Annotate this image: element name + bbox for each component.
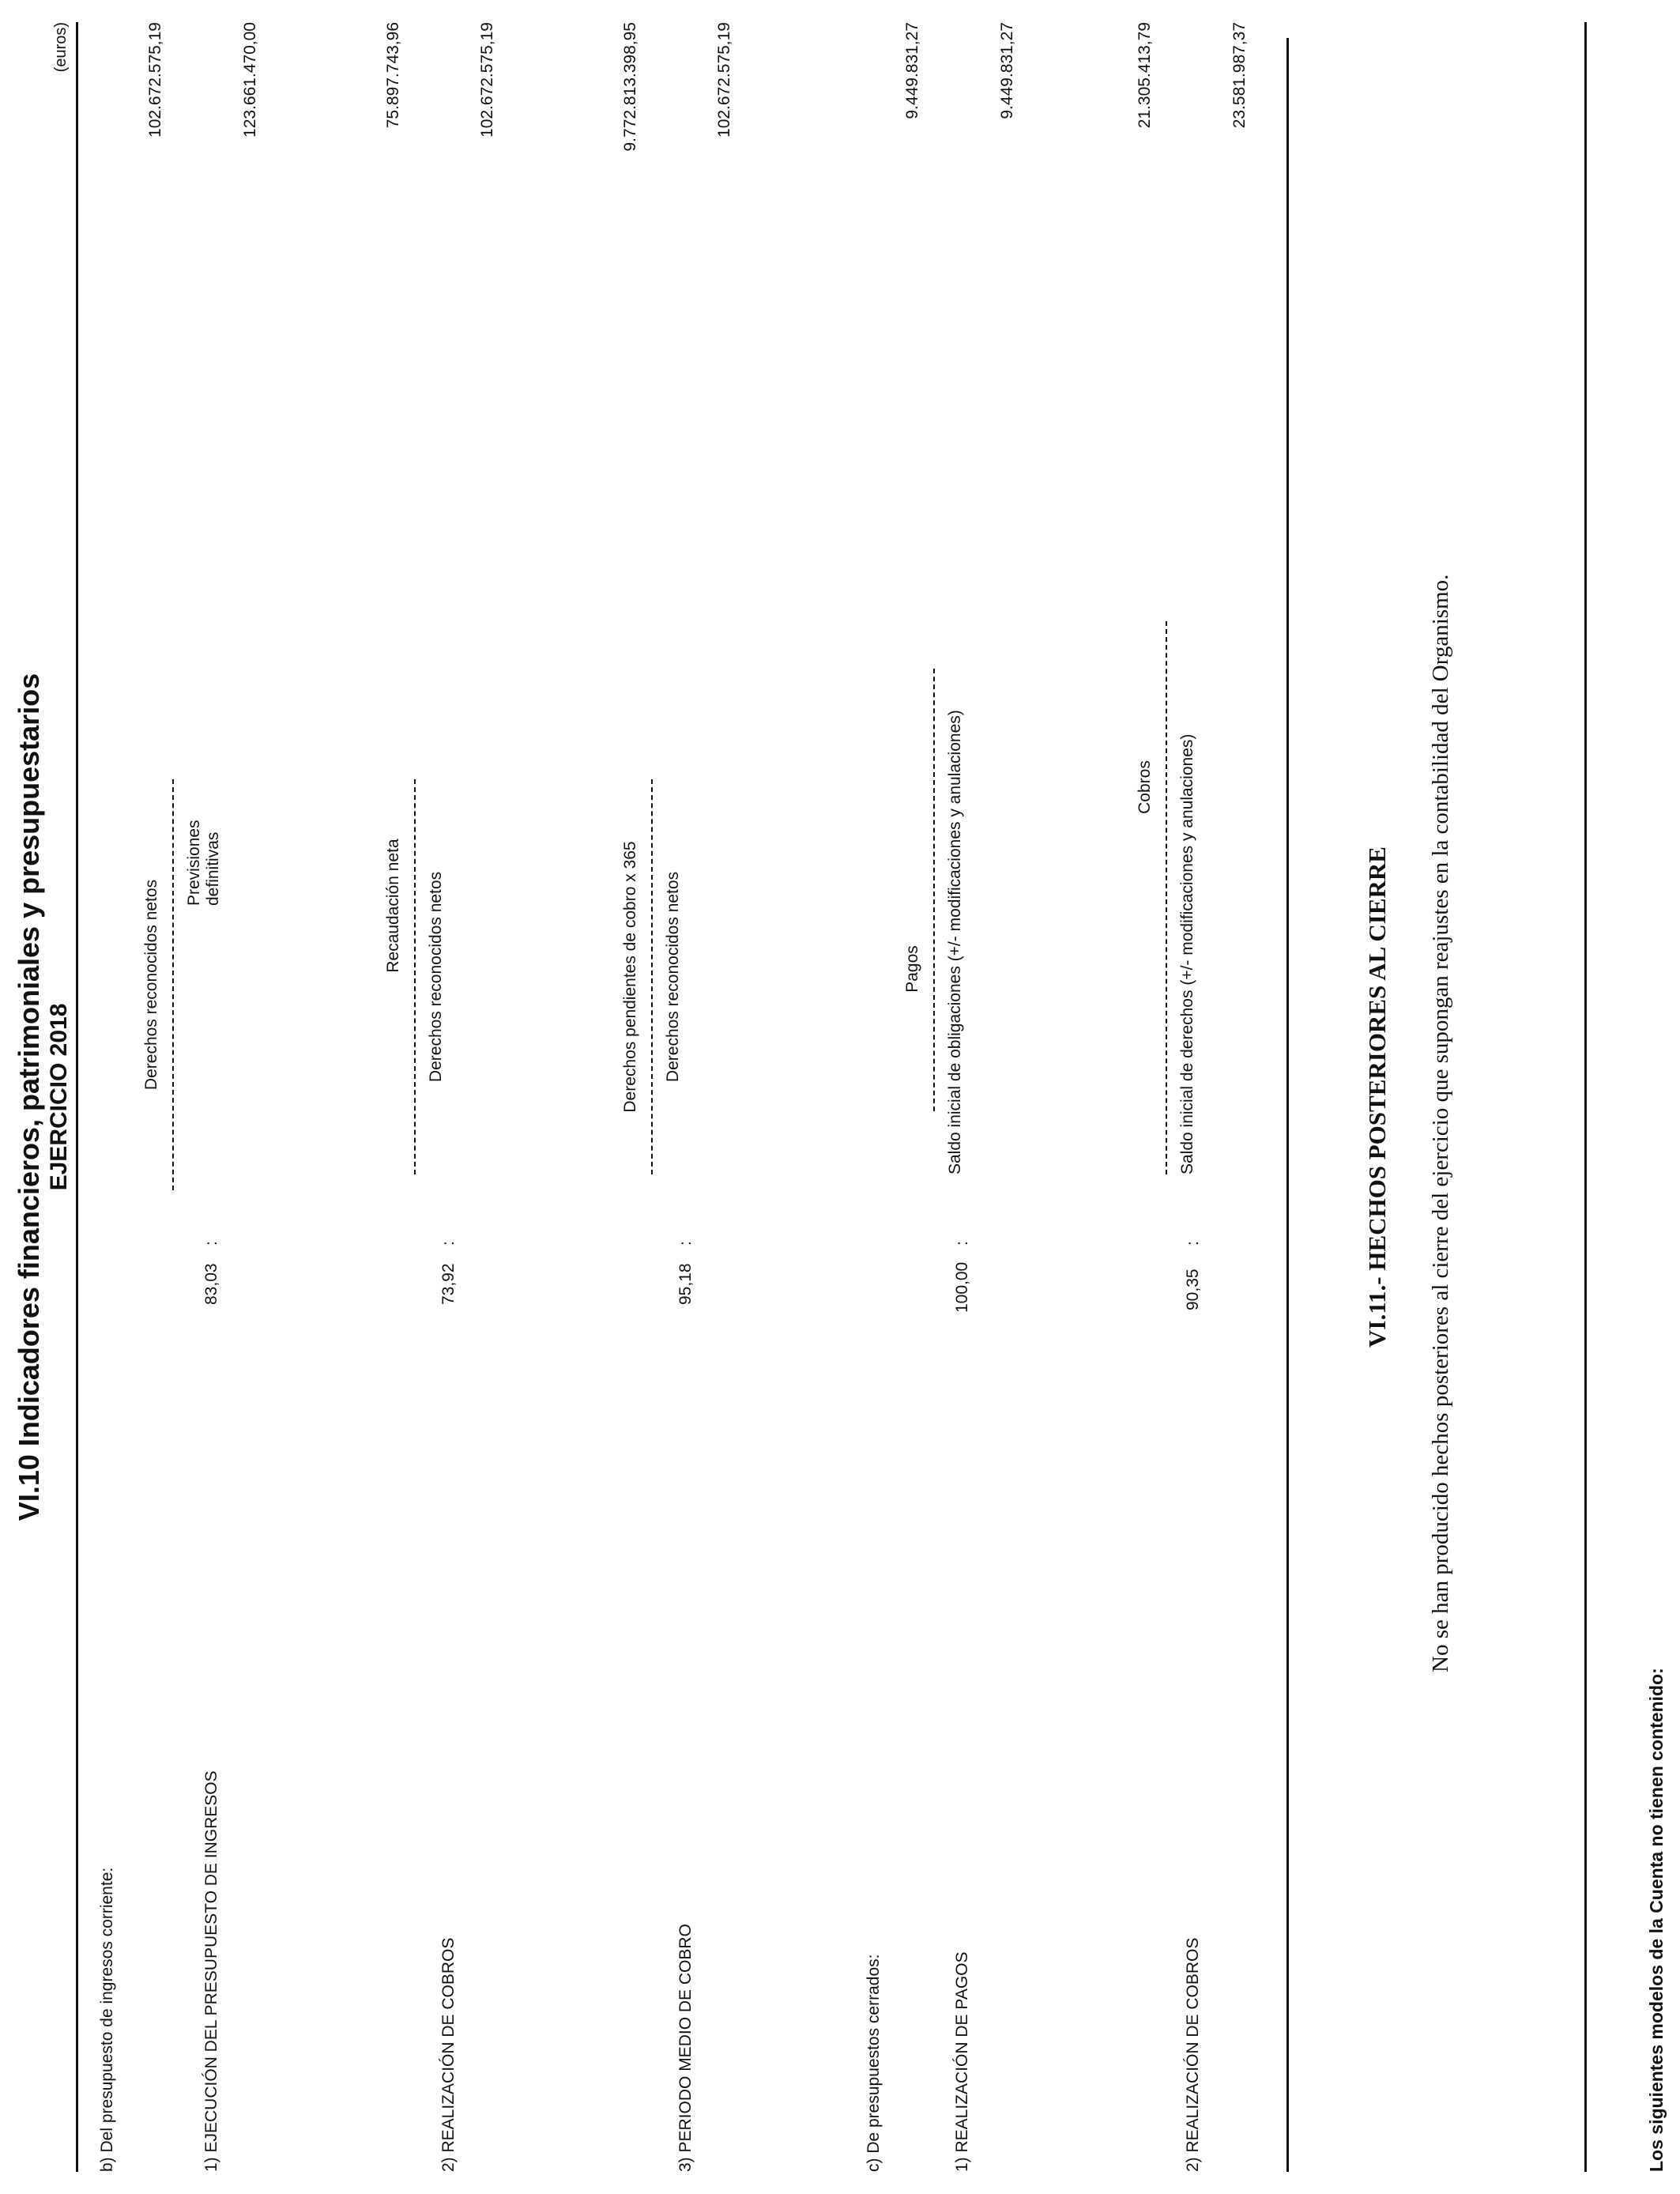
section-vi11-paragraph: No se han producido hechos posteriores al cierre del ejercicio que supongan reajustes en la contabilidad del Organismo. [1428,574,1453,1672]
denominator-value: 23.581.987,37 [1230,22,1249,129]
indicator-colon: : [676,1241,695,1246]
indicator-percent: 100,00 [953,1261,971,1313]
numerator-label: Derechos reconocidos netos [142,879,160,1091]
denominator-label: Previsiones definitivas [185,820,222,906]
section-rule [1286,38,1289,2172]
section-c-heading: c) De presupuestos cerrados: [864,1954,883,2172]
indicator-label: 1) EJECUCIÓN DEL PRESUPUESTO DE INGRESOS [202,1770,220,2172]
numerator-value: 75.897.743,96 [384,22,402,129]
indicator-label: 1) REALIZACIÓN DE PAGOS [953,1951,971,2172]
numerator-label: Pagos [903,945,921,993]
indicator-percent: 83,03 [202,1263,220,1305]
indicator-colon: : [439,1241,458,1246]
indicator-fraction [142,779,223,1190]
fraction-bar [651,779,653,1174]
indicator-percent: 73,92 [439,1263,458,1305]
numerator-label: Derechos pendientes de cobro x 365 [621,841,639,1113]
indicator-percent: 90,35 [1184,1269,1202,1310]
indicator-colon: : [202,1241,220,1246]
denominator-label: Saldo inicial de obligaciones (+/- modificaciones y anulaciones) [946,710,964,1174]
indicator-colon: : [953,1241,971,1246]
bottom-rule [1584,22,1587,2172]
indicator-fraction [621,779,683,1174]
numerator-label: Cobros [1136,760,1154,814]
indicator-fraction [1136,621,1197,1174]
denominator-value: 102.672.575,19 [715,22,733,138]
indicator-colon: : [1184,1241,1202,1246]
fraction-bar [172,779,174,1190]
indicator-label: 2) REALIZACIÓN DE COBROS [439,1937,458,2172]
section-vi11-heading: VI.11.- HECHOS POSTERIORES AL CIERRE [1363,846,1391,1348]
indicator-fraction [903,621,965,1174]
numerator-label: Recaudación neta [384,839,402,973]
denominator-label: Derechos reconocidos netos [664,871,682,1083]
numerator-value: 21.305.413,79 [1136,22,1154,129]
units-label: (euros) [52,22,70,73]
indicator-fraction [384,779,446,1174]
numerator-value: 9.772.813.398,95 [621,22,639,152]
page-title: VI.10 Indicadores financieros, patrimoniales y presupuestarios [13,673,45,1521]
indicator-label: 2) REALIZACIÓN DE COBROS [1184,1937,1202,2172]
fraction-bar [414,779,416,1174]
denominator-value: 123.661.470,00 [241,22,259,138]
numerator-value: 102.672.575,19 [146,22,164,138]
section-b-heading: b) Del presupuesto de ingresos corriente: [98,1867,116,2172]
indicator-label: 3) PERIODO MEDIO DE COBRO [676,1924,695,2172]
denominator-value: 9.449.831,27 [998,22,1016,119]
denominator-label: Derechos reconocidos netos [427,871,445,1083]
fraction-bar [933,669,935,1111]
page-subtitle: EJERCICIO 2018 [46,1003,72,1191]
top-rule [76,22,78,2172]
numerator-value: 9.449.831,27 [903,22,921,119]
fraction-bar [1166,621,1167,1174]
indicator-percent: 95,18 [676,1263,695,1305]
footer-note: Los siguientes modelos de la Cuenta no tienen contenido: [1646,1668,1667,2172]
denominator-value: 102.672.575,19 [478,22,496,138]
denominator-label: Saldo inicial de derechos (+/- modificaciones y anulaciones) [1178,733,1196,1174]
